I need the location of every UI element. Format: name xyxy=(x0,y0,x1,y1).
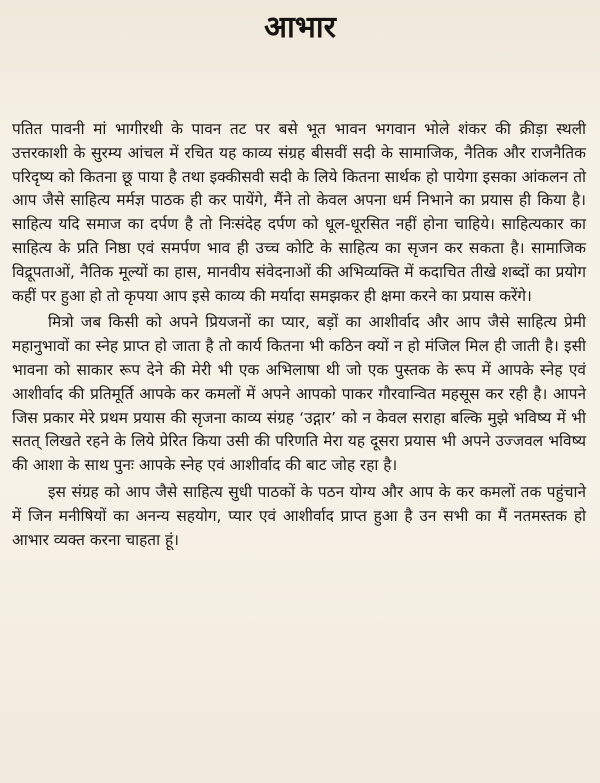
page-title: आभार xyxy=(264,10,336,45)
paragraph-2: मित्रो जब किसी को अपने प्रियजनों का प्यार, बड़ों का आशीर्वाद और आप जैसे साहित्य प्रेमी महानुभावों का स्नेह प्राप्त हो जाता है तो कार्य कितना भी कठिन क्यों न हो मंजिल मिल ही जाती है। इसी भावना को साकार रूप देने की मेरी भी एक अभिलाषा थी जो एक पुस्तक के रूप में आपके स्नेह एवं आशीर्वाद की प्रतिमूर्ति आपके कर कमलों में अपने आपको पाकर गौरवान्वित महसूस कर रही है। आपने जिस प्रकार मेरे प्रथम प्रयास की सृजना काव्य संग्रह ‘उद्गार’ को न केवल सराहा बल्कि मुझे भविष्य में भी सतत् लिखते रहने के लिये प्रेरित किया उसी की परिणति मेरा यह दूसरा प्रयास भी अपने उज्जवल भविष्य की आशा के साथ पुनः आपके स्नेह एवं आशीर्वाद की बाट जोह रहा है। xyxy=(12,313,586,475)
acknowledgement-body xyxy=(12,118,586,555)
paragraph-1: पतित पावनी मां भागीरथी के पावन तट पर बसे भूत भावन भगवान भोले शंकर की क्रीड़ा स्थली उत्तरकाशी के सुरम्य आंचल में रचित यह काव्य संग्रह बीसवीं सदी के सामाजिक, नैतिक और राजनैतिक परिदृष्य को कितना छू पाया है तथा इक्कीसवी सदी के लिये कितना सार्थक हो पायेगा इसका आंकलन तो आप जैसे साहित्य मर्मज्ञ पाठक ही कर पायेंगे, मैंने तो केवल अपना धर्म निभाने का प्रयास ही किया है। साहित्य यदि समाज का दर्पण है तो निःसंदेह दर्पण को धूल-धूरसित नहीं होना चाहिये। साहित्यकार का साहित्य के प्रति निष्ठा एवं समर्पण भाव ही उच्च कोटि के साहित्य का सृजन कर सकता है। सामाजिक विद्रूपताओं, नैतिक मूल्यों का हास, मानवीय संवेदनाओं की अभिव्यक्ति में कदाचित तीखे शब्दों का प्रयोग कहीं पर हुआ हो तो कृपया आप इसे काव्य की मर्यादा समझकर ही क्षमा करने का प्रयास करेंगे। xyxy=(12,120,586,305)
paragraph-3: इस संग्रह को आप जैसे साहित्य सुधी पाठकों के पठन योग्य और आप के कर कमलों तक पहुंचाने में जिन मनीषियों का अनन्य सहयोग, प्यार एवं आशीर्वाद प्राप्त हुआ है उन सभी का मैं नतमस्तक हो आभार व्यक्त करना चाहता हूं। xyxy=(12,482,586,549)
